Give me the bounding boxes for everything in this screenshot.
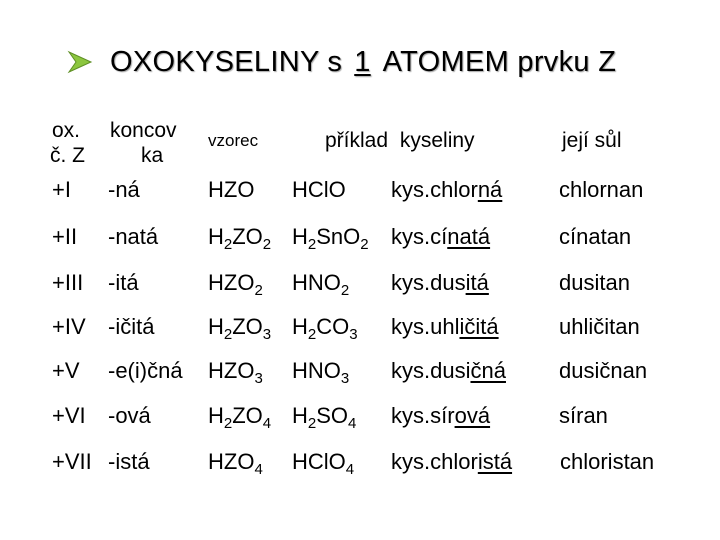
- formula-part: H: [208, 224, 224, 249]
- arrow-bullet-icon: [66, 50, 94, 74]
- oxidation-number: +V: [52, 358, 80, 383]
- formula-part: H: [208, 314, 224, 339]
- formula-subscript: 2: [307, 326, 317, 343]
- formula-part: H: [292, 314, 308, 339]
- table-row: [0, 443, 720, 481]
- table-row: [0, 352, 720, 390]
- acid-stem: sír: [430, 403, 455, 428]
- acid-ending-underlined: natá: [447, 224, 491, 249]
- oxidation-number: +IV: [52, 314, 86, 339]
- acid-name: [391, 171, 502, 209]
- acid-name: [391, 218, 490, 256]
- formula-part: H: [292, 403, 308, 428]
- salt-name: síran: [559, 403, 608, 428]
- ending: -ová: [108, 403, 151, 428]
- ending: -ičitá: [108, 314, 155, 339]
- formula-subscript: 2: [340, 282, 350, 299]
- ending: -istá: [108, 449, 150, 474]
- acid-name: [391, 264, 489, 302]
- formula-part: SO: [316, 403, 349, 428]
- formula-part: ZO: [232, 314, 263, 339]
- salt-name: uhličitan: [559, 314, 640, 339]
- formula-subscript: 3: [340, 370, 350, 387]
- salt-name: cínatan: [559, 224, 632, 249]
- acid-prefix: kys.: [391, 403, 431, 428]
- formula-subscript: 4: [254, 461, 263, 478]
- acid-name: [391, 352, 506, 390]
- acid-prefix: kys.: [391, 177, 431, 202]
- salt-name: dusitan: [559, 270, 630, 295]
- acid-prefix: kys.: [391, 270, 431, 295]
- formula-part: CO: [316, 314, 350, 339]
- acid-stem: dusi: [430, 358, 471, 383]
- oxidation-number: +III: [52, 270, 84, 295]
- formula-subscript: 4: [345, 461, 355, 478]
- formula-part: HZO: [208, 449, 255, 474]
- acid-ending-underlined: ičitá: [459, 314, 499, 339]
- formula-subscript: 2: [223, 326, 233, 343]
- example-formula: [292, 171, 346, 209]
- example-formula: [292, 352, 349, 390]
- acid-prefix: kys.: [391, 224, 431, 249]
- acid-ending-underlined: čná: [470, 358, 506, 383]
- formula-subscript: 4: [262, 415, 272, 432]
- ending: -ná: [108, 177, 140, 202]
- formula-part: ZO: [232, 403, 263, 428]
- header-formula: vzorec: [208, 131, 259, 150]
- title-text: OXOKYSELINY s: [110, 45, 343, 78]
- general-formula: [208, 171, 254, 209]
- formula-part: HClO: [292, 449, 346, 474]
- ending: -e(i)čná: [108, 358, 183, 383]
- example-formula: [292, 308, 358, 346]
- acid-stem: uhl: [430, 314, 460, 339]
- header-oxidation-number: ox. č. Z: [50, 119, 85, 167]
- formula-subscript: 2: [223, 415, 233, 432]
- formula-part: ZO: [232, 224, 263, 249]
- header-salt: její sůl: [562, 129, 622, 152]
- table-row: [0, 397, 720, 435]
- general-formula: [208, 264, 263, 302]
- formula-subscript: 2: [360, 236, 369, 253]
- general-formula: [208, 397, 271, 435]
- formula-subscript: 4: [348, 415, 357, 432]
- acid-ending-underlined: ná: [477, 177, 503, 202]
- formula-subscript: 3: [254, 370, 263, 387]
- acid-ending-underlined: istá: [477, 449, 513, 474]
- formula-part: H: [208, 403, 224, 428]
- formula-subscript: 2: [307, 236, 317, 253]
- acid-name: [391, 308, 499, 346]
- header-ending: koncov ka: [110, 119, 177, 167]
- formula-subscript: 2: [223, 236, 233, 253]
- acid-stem: chlor: [430, 177, 478, 202]
- general-formula: [208, 218, 271, 256]
- formula-part: SnO: [316, 224, 361, 249]
- ending: -itá: [108, 270, 139, 295]
- oxidation-number: +II: [52, 224, 78, 249]
- table-row: [0, 264, 720, 302]
- example-formula: [292, 397, 356, 435]
- oxidation-number: +VI: [52, 403, 86, 428]
- formula-part: HZO: [208, 177, 255, 202]
- formula-part: H: [292, 224, 308, 249]
- general-formula: [208, 352, 263, 390]
- formula-part: HNO: [292, 358, 341, 383]
- example-formula: [292, 443, 354, 481]
- title-text-end: ATOMEM prvku Z: [382, 45, 617, 78]
- acid-stem: cí: [430, 224, 448, 249]
- formula-subscript: 3: [262, 326, 272, 343]
- table-row: [0, 218, 720, 256]
- acid-prefix: kys.: [391, 314, 431, 339]
- formula-part: HZO: [208, 358, 255, 383]
- formula-subscript: 3: [349, 326, 358, 343]
- acid-prefix: kys.: [391, 449, 431, 474]
- formula-part: HClO: [292, 177, 346, 202]
- acid-stem: dus: [430, 270, 466, 295]
- salt-name: chlornan: [559, 177, 644, 202]
- acid-ending-underlined: ová: [454, 403, 491, 428]
- table-row: [0, 171, 720, 209]
- formula-part: HZO: [208, 270, 255, 295]
- formula-subscript: 2: [262, 236, 272, 253]
- acid-name: [391, 443, 512, 481]
- acid-stem: chlor: [430, 449, 478, 474]
- general-formula: [208, 443, 263, 481]
- formula-subscript: 2: [307, 415, 317, 432]
- acid-name: [391, 397, 490, 435]
- title-number: 1: [354, 45, 371, 78]
- ending: -natá: [108, 224, 159, 249]
- example-formula: [292, 218, 369, 256]
- oxidation-number: +VII: [52, 449, 92, 474]
- slide-title: [66, 42, 616, 82]
- formula-subscript: 2: [254, 282, 263, 299]
- acid-ending-underlined: itá: [465, 270, 489, 295]
- header-example: příklad kyseliny: [325, 129, 475, 152]
- acid-prefix: kys.: [391, 358, 431, 383]
- formula-part: HNO: [292, 270, 341, 295]
- salt-name: chloristan: [560, 449, 655, 474]
- table-row: [0, 308, 720, 346]
- salt-name: dusičnan: [559, 358, 648, 383]
- general-formula: [208, 308, 271, 346]
- oxidation-number: +I: [52, 177, 71, 202]
- example-formula: [292, 264, 349, 302]
